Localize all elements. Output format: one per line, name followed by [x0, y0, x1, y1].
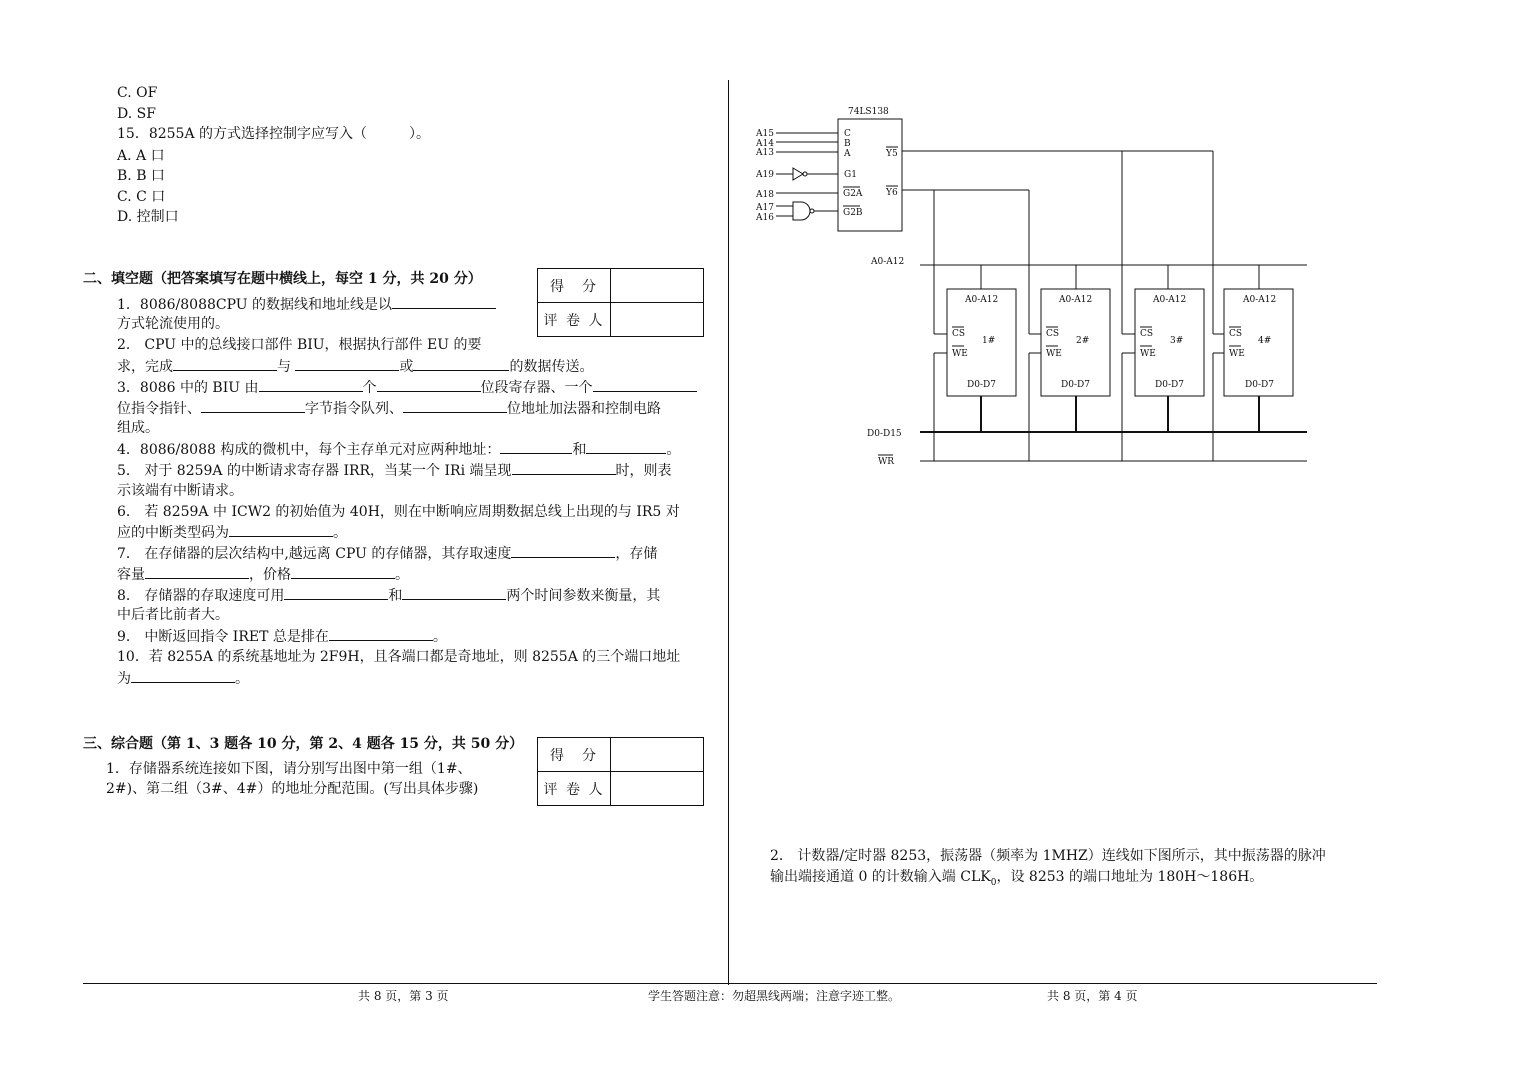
chip-4-cs: CS: [1229, 329, 1243, 339]
chip-2-we: WE: [1046, 349, 1062, 359]
chip-2-cs: CS: [1046, 329, 1060, 339]
comp-q1-line2: 2#)、第二组（3#、4#）的地址分配范围。(写出具体步骤): [106, 781, 479, 797]
fill-q4: 4．8086/8088 构成的微机中，每个主存单元对应两种地址： 和 。: [117, 439, 680, 460]
grader-label: 评 卷 人: [538, 303, 611, 337]
fill-q7-line2: 容量 ，价格 。: [117, 564, 409, 585]
chip-1-id: 1#: [982, 336, 996, 346]
section-2-title: 二、填空题（把答案填写在题中横线上，每空 1 分，共 20 分）: [83, 271, 482, 287]
input-a17: A17: [756, 203, 774, 213]
fill-q2-line2: 求，完成 与 或 的数据传送。: [117, 356, 593, 377]
fill-q9: 9． 中断返回指令 IRET 总是排在 。: [117, 626, 447, 647]
chip-4-we: WE: [1229, 349, 1245, 359]
input-a14: A14: [756, 139, 774, 149]
wr-label: WR: [878, 457, 895, 467]
output-y6: Y6: [886, 188, 898, 198]
q15-option-d: D. 控制口: [117, 209, 179, 225]
input-a15: A15: [756, 129, 774, 139]
chip-1-data: D0-D7: [967, 380, 996, 390]
fill-q7-line1: 7． 在存储器的层次结构中,越远离 CPU 的存储器，其存取速度 ，存储: [117, 543, 657, 564]
pin-c: C: [844, 129, 851, 139]
pin-a: A: [844, 149, 851, 159]
q15-option-a: A. A 口: [117, 148, 165, 164]
decoder-label: 74LS138: [848, 107, 889, 117]
q15-option-c: C. C 口: [117, 189, 166, 205]
address-bus-label: A0-A12: [871, 257, 905, 267]
input-a13: A13: [756, 148, 774, 158]
chip-3-addr: A0-A12: [1153, 295, 1187, 305]
chip-4-id: 4#: [1258, 336, 1272, 346]
fill-q10-line2: 为 。: [117, 668, 249, 689]
q15-option-b: B. B 口: [117, 168, 165, 184]
fill-q2-line1: 2． CPU 中的总线接口部件 BIU，根据执行部件 EU 的要: [117, 337, 482, 353]
data-bus-label: D0-D15: [867, 429, 902, 439]
chip-1-addr: A0-A12: [965, 295, 999, 305]
fill-q1-line1: 1．8086/8088CPU 的数据线和地址线是以: [117, 294, 496, 315]
comp-q1-line1: 1．存储器系统连接如下图，请分别写出图中第一组（1#、: [106, 761, 472, 777]
footer-notice: 学生答题注意：勿超黑线两端；注意字迹工整。: [648, 989, 901, 1003]
input-a19: A19: [756, 170, 774, 180]
fill-q5-line1: 5． 对于 8259A 的中断请求寄存器 IRR，当某一个 IRi 端呈现 时，则表: [117, 460, 672, 481]
chip-3-we: WE: [1140, 349, 1156, 359]
footer-right-page: 共 8 页，第 4 页: [1047, 989, 1138, 1003]
score-label: 得 分: [538, 269, 611, 303]
fill-q3-line2: 位指令指针、 字节指令队列、 位地址加法器和控制电路: [117, 398, 661, 419]
fill-q10-line1: 10．若 8255A 的系统基地址为 2F9H，且各端口都是奇地址，则 8255A 的三个端口地址: [117, 649, 681, 665]
and-gate: [793, 202, 810, 220]
chip-4-data: D0-D7: [1245, 380, 1274, 390]
section-3-title: 三、综合题（第 1、3 题各 10 分，第 2、4 题各 15 分，共 50 分）: [83, 736, 524, 752]
fill-q3-line1: 3．8086 中的 BIU 由 个 位段寄存器、一个: [117, 377, 697, 398]
chip-1-we: WE: [952, 349, 968, 359]
grader-label: 评 卷 人: [538, 772, 611, 806]
chip-3-data: D0-D7: [1155, 380, 1184, 390]
chip-2-data: D0-D7: [1061, 380, 1090, 390]
output-y5: Y5: [886, 149, 898, 159]
pin-g1: G1: [844, 170, 857, 180]
pin-g2a: G2A: [843, 189, 863, 199]
fill-q5-line2: 示该端有中断请求。: [117, 483, 243, 499]
chip-2-id: 2#: [1076, 336, 1090, 346]
chip-4-addr: A0-A12: [1243, 295, 1277, 305]
pin-g2b: G2B: [843, 208, 863, 218]
chip-3-id: 3#: [1170, 336, 1184, 346]
score-label: 得 分: [538, 738, 611, 772]
footer-left-page: 共 8 页，第 3 页: [358, 989, 449, 1003]
chip-2-addr: A0-A12: [1059, 295, 1093, 305]
comp-q2-line1: 2． 计数器/定时器 8253，振荡器（频率为 1MHZ）连线如下图所示，其中振荡器的脉冲: [770, 848, 1326, 864]
chip-3-cs: CS: [1140, 329, 1154, 339]
clk-subscript: 0: [990, 877, 997, 888]
comp-q2-line2: 输出端接通道 0 的计数输入端 $CLK_0$，设 8253 的端口地址为 180H～186H。: [770, 869, 1264, 888]
fill-q6-line2: 应的中断类型码为 。: [117, 522, 347, 543]
chip-1-cs: CS: [952, 329, 966, 339]
pin-b: B: [844, 139, 851, 149]
fill-q3-line3: 组成。: [117, 420, 159, 436]
option-d-prev: D. SF: [117, 106, 156, 122]
inverter-gate: [793, 168, 803, 180]
fill-q1-line2: 方式轮流使用的。: [117, 316, 229, 332]
fill-q8-line2: 中后者比前者大。: [117, 607, 229, 623]
input-a18: A18: [756, 190, 774, 200]
option-c-prev: C. OF: [117, 85, 158, 101]
question-15: 15．8255A 的方式选择控制字应写入（ ）。: [117, 126, 431, 142]
input-a16: A16: [756, 213, 774, 223]
fill-q8-line1: 8． 存储器的存取速度可用 和 两个时间参数来衡量，其: [117, 585, 660, 606]
fill-q6-line1: 6． 若 8259A 中 ICW2 的初始值为 40H，则在中断响应周期数据总线上出现的与 IR5 对: [117, 504, 680, 520]
